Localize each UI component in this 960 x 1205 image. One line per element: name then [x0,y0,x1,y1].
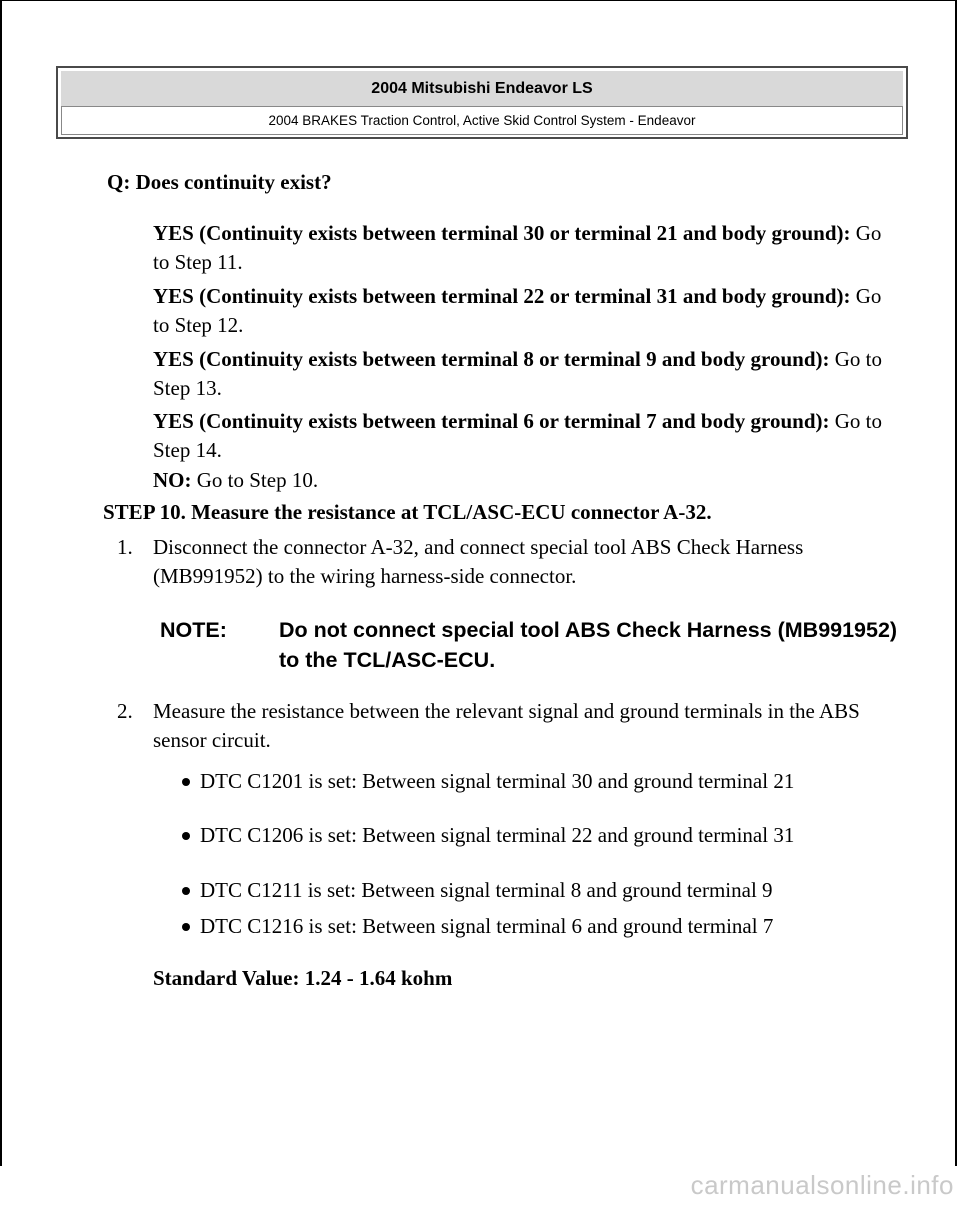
note-label: NOTE: [160,618,227,642]
answer-no [153,466,893,495]
answer-action: Go to Step 13. [153,347,883,400]
header-title: 2004 Mitsubishi Endeavor LS [61,71,903,107]
watermark: carmanualsonline.info [690,1170,954,1200]
answer-action: Go to Step 10. [191,468,319,492]
note-text: Do not connect special tool ABS Check Harness (MB991952) to the TCL/ASC-ECU. [279,618,898,672]
answer-yes-step-12 [153,282,893,340]
bullet-text: DTC C1216 is set: Between signal terminal 6 and ground terminal 7 [200,914,774,938]
list-text: Measure the resistance between the relevant signal and ground terminals in the ABS sensor circuit. [153,699,860,752]
list-number: 1. [117,535,133,559]
list-number: 2. [117,699,133,723]
bullet-text: DTC C1201 is set: Between signal terminal 30 and ground terminal 21 [200,769,795,793]
answer-yes-step-11 [153,219,893,277]
answer-action: Go to Step 11. [153,221,882,274]
page-footer-area [0,1166,960,1205]
standard-value: Standard Value: 1.24 - 1.64 kohm [153,966,453,990]
answer-action: Go to Step 14. [153,409,883,462]
question: Q: Does continuity exist? [107,170,332,194]
bullet-text: DTC C1211 is set: Between signal terminal 8 and ground terminal 9 [200,878,773,902]
header-subtitle: 2004 BRAKES Traction Control, Active Skid Control System - Endeavor [61,107,903,135]
answer-condition: YES (Continuity exists between terminal 8 or terminal 9 and body ground): [153,347,830,371]
list-text: Disconnect the connector A-32, and connect special tool ABS Check Harness (MB991952) to the wiring harness-side connector. [153,535,804,588]
bullet-dot-icon [182,832,190,840]
answer-condition: NO: [153,468,192,492]
answer-yes-step-13 [153,345,893,403]
answer-condition: YES (Continuity exists between terminal 6 or terminal 7 and body ground): [153,409,830,433]
bullet-dot-icon [182,778,190,786]
bullet-dot-icon [182,923,190,931]
bullet-dot-icon [182,887,190,895]
answer-action: Go to Step 12. [153,284,882,337]
document-header [56,66,908,139]
answer-condition: YES (Continuity exists between terminal 30 or terminal 21 and body ground): [153,221,851,245]
answer-condition: YES (Continuity exists between terminal 22 or terminal 31 and body ground): [153,284,851,308]
bullet-text: DTC C1206 is set: Between signal terminal 22 and ground terminal 31 [200,823,795,847]
answer-yes-step-14 [153,407,893,465]
step-heading: STEP 10. Measure the resistance at TCL/ASC-ECU connector A-32. [103,500,712,524]
